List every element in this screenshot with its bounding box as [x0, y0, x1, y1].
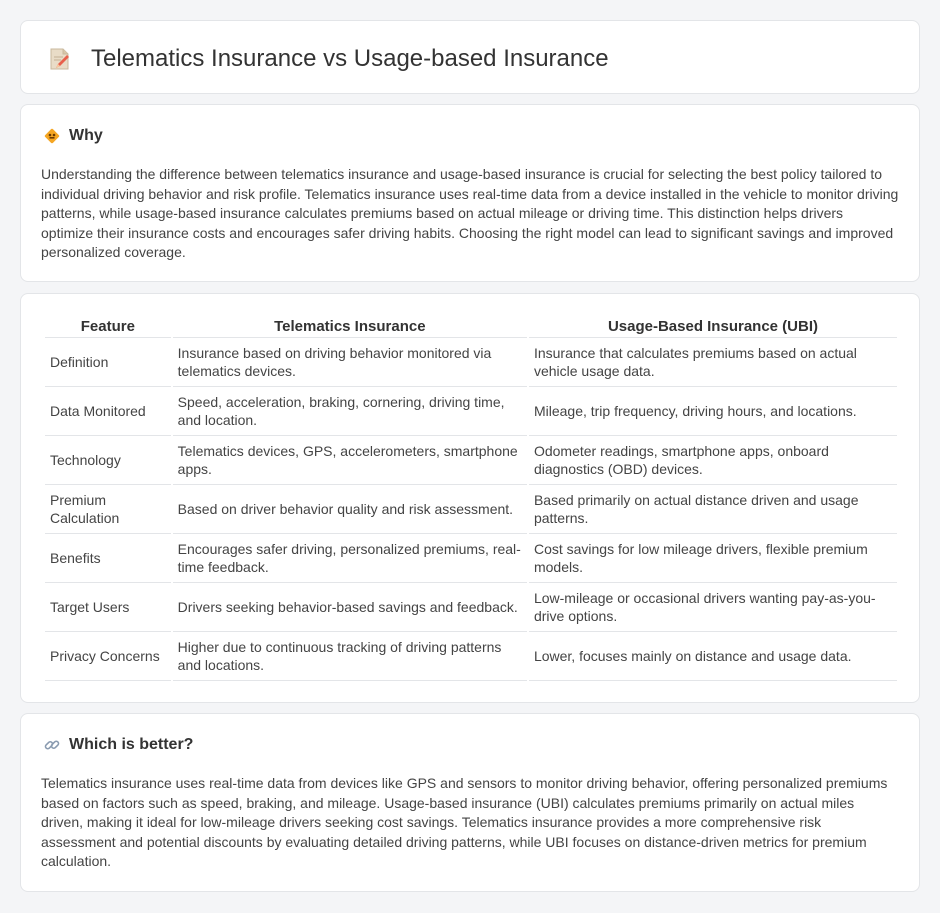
table-row — [45, 485, 897, 534]
ubi-cell: Mileage, trip frequency, driving hours, and locations. — [529, 387, 897, 436]
ubi-cell: Lower, focuses mainly on distance and usage data. — [529, 632, 897, 681]
telematics-cell: Based on driver behavior quality and risk assessment. — [173, 485, 527, 534]
table-row — [45, 387, 897, 436]
feature-cell: Benefits — [45, 534, 171, 583]
telematics-cell: Higher due to continuous tracking of driving patterns and locations. — [173, 632, 527, 681]
telematics-cell: Drivers seeking behavior-based savings and feedback. — [173, 583, 527, 632]
page-title: Telematics Insurance vs Usage-based Insurance — [91, 45, 609, 72]
better-title: Which is better? — [69, 736, 194, 753]
table-row — [45, 632, 897, 681]
feature-cell: Target Users — [45, 583, 171, 632]
link-icon — [43, 736, 61, 754]
ubi-cell: Odometer readings, smartphone apps, onboard diagnostics (OBD) devices. — [529, 436, 897, 485]
column-header: Feature — [45, 318, 171, 338]
feature-cell: Data Monitored — [45, 387, 171, 436]
feature-cell: Definition — [45, 338, 171, 387]
feature-cell: Technology — [45, 436, 171, 485]
comparison-table — [43, 318, 899, 681]
telematics-cell: Insurance based on driving behavior monitored via telematics devices. — [173, 338, 527, 387]
ubi-cell: Cost savings for low mileage drivers, flexible premium models. — [529, 534, 897, 583]
table-row — [45, 338, 897, 387]
diamond-sign-icon — [43, 127, 61, 145]
telematics-cell: Encourages safer driving, personalized premiums, real-time feedback. — [173, 534, 527, 583]
why-body: Understanding the difference between telematics insurance and usage-based insurance is crucial for selecting the best policy tailored to individual driving behavior and risk profile. Telematics insurance uses real-time data from a device installed in the vehicle to monitor driving patterns, while usage-based insurance calculates premiums based on actual mileage or driving time. This distinction helps drivers optimize their insurance costs and encourages safer driving habits. Choosing the right model can lead to significant savings and improved personalized coverage. — [41, 166, 899, 261]
comparison-card — [20, 293, 920, 703]
table-header-row — [45, 318, 897, 338]
better-body: Telematics insurance uses real-time data from devices like GPS and sensors to monitor driving behavior, offering personalized premiums based on factors such as speed, braking, and mileage. Usage-based insurance (UBI) calculates premiums primarily on actual miles driven, making it ideal for low-mileage drivers seeking cost savings. Telematics insurance provides a more comprehensive risk assessment and potential discounts by evaluating detailed driving patterns, while UBI focuses on distance-driven metrics for premium calculation. — [41, 775, 888, 870]
document-pencil-icon — [47, 46, 73, 72]
table-row — [45, 583, 897, 632]
ubi-cell: Insurance that calculates premiums based on actual vehicle usage data. — [529, 338, 897, 387]
feature-cell: Premium Calculation — [45, 485, 171, 534]
why-section — [20, 104, 920, 282]
table-row — [45, 534, 897, 583]
ubi-cell: Low-mileage or occasional drivers wanting pay-as-you-drive options. — [529, 583, 897, 632]
feature-cell: Privacy Concerns — [45, 632, 171, 681]
column-header: Telematics Insurance — [173, 318, 527, 338]
table-row — [45, 436, 897, 485]
telematics-cell: Speed, acceleration, braking, cornering, driving time, and location. — [173, 387, 527, 436]
telematics-cell: Telematics devices, GPS, accelerometers, smartphone apps. — [173, 436, 527, 485]
ubi-cell: Based primarily on actual distance driven and usage patterns. — [529, 485, 897, 534]
header-card — [20, 20, 920, 94]
why-title: Why — [69, 127, 103, 144]
which-is-better-section — [20, 713, 920, 892]
column-header: Usage-Based Insurance (UBI) — [529, 318, 897, 338]
